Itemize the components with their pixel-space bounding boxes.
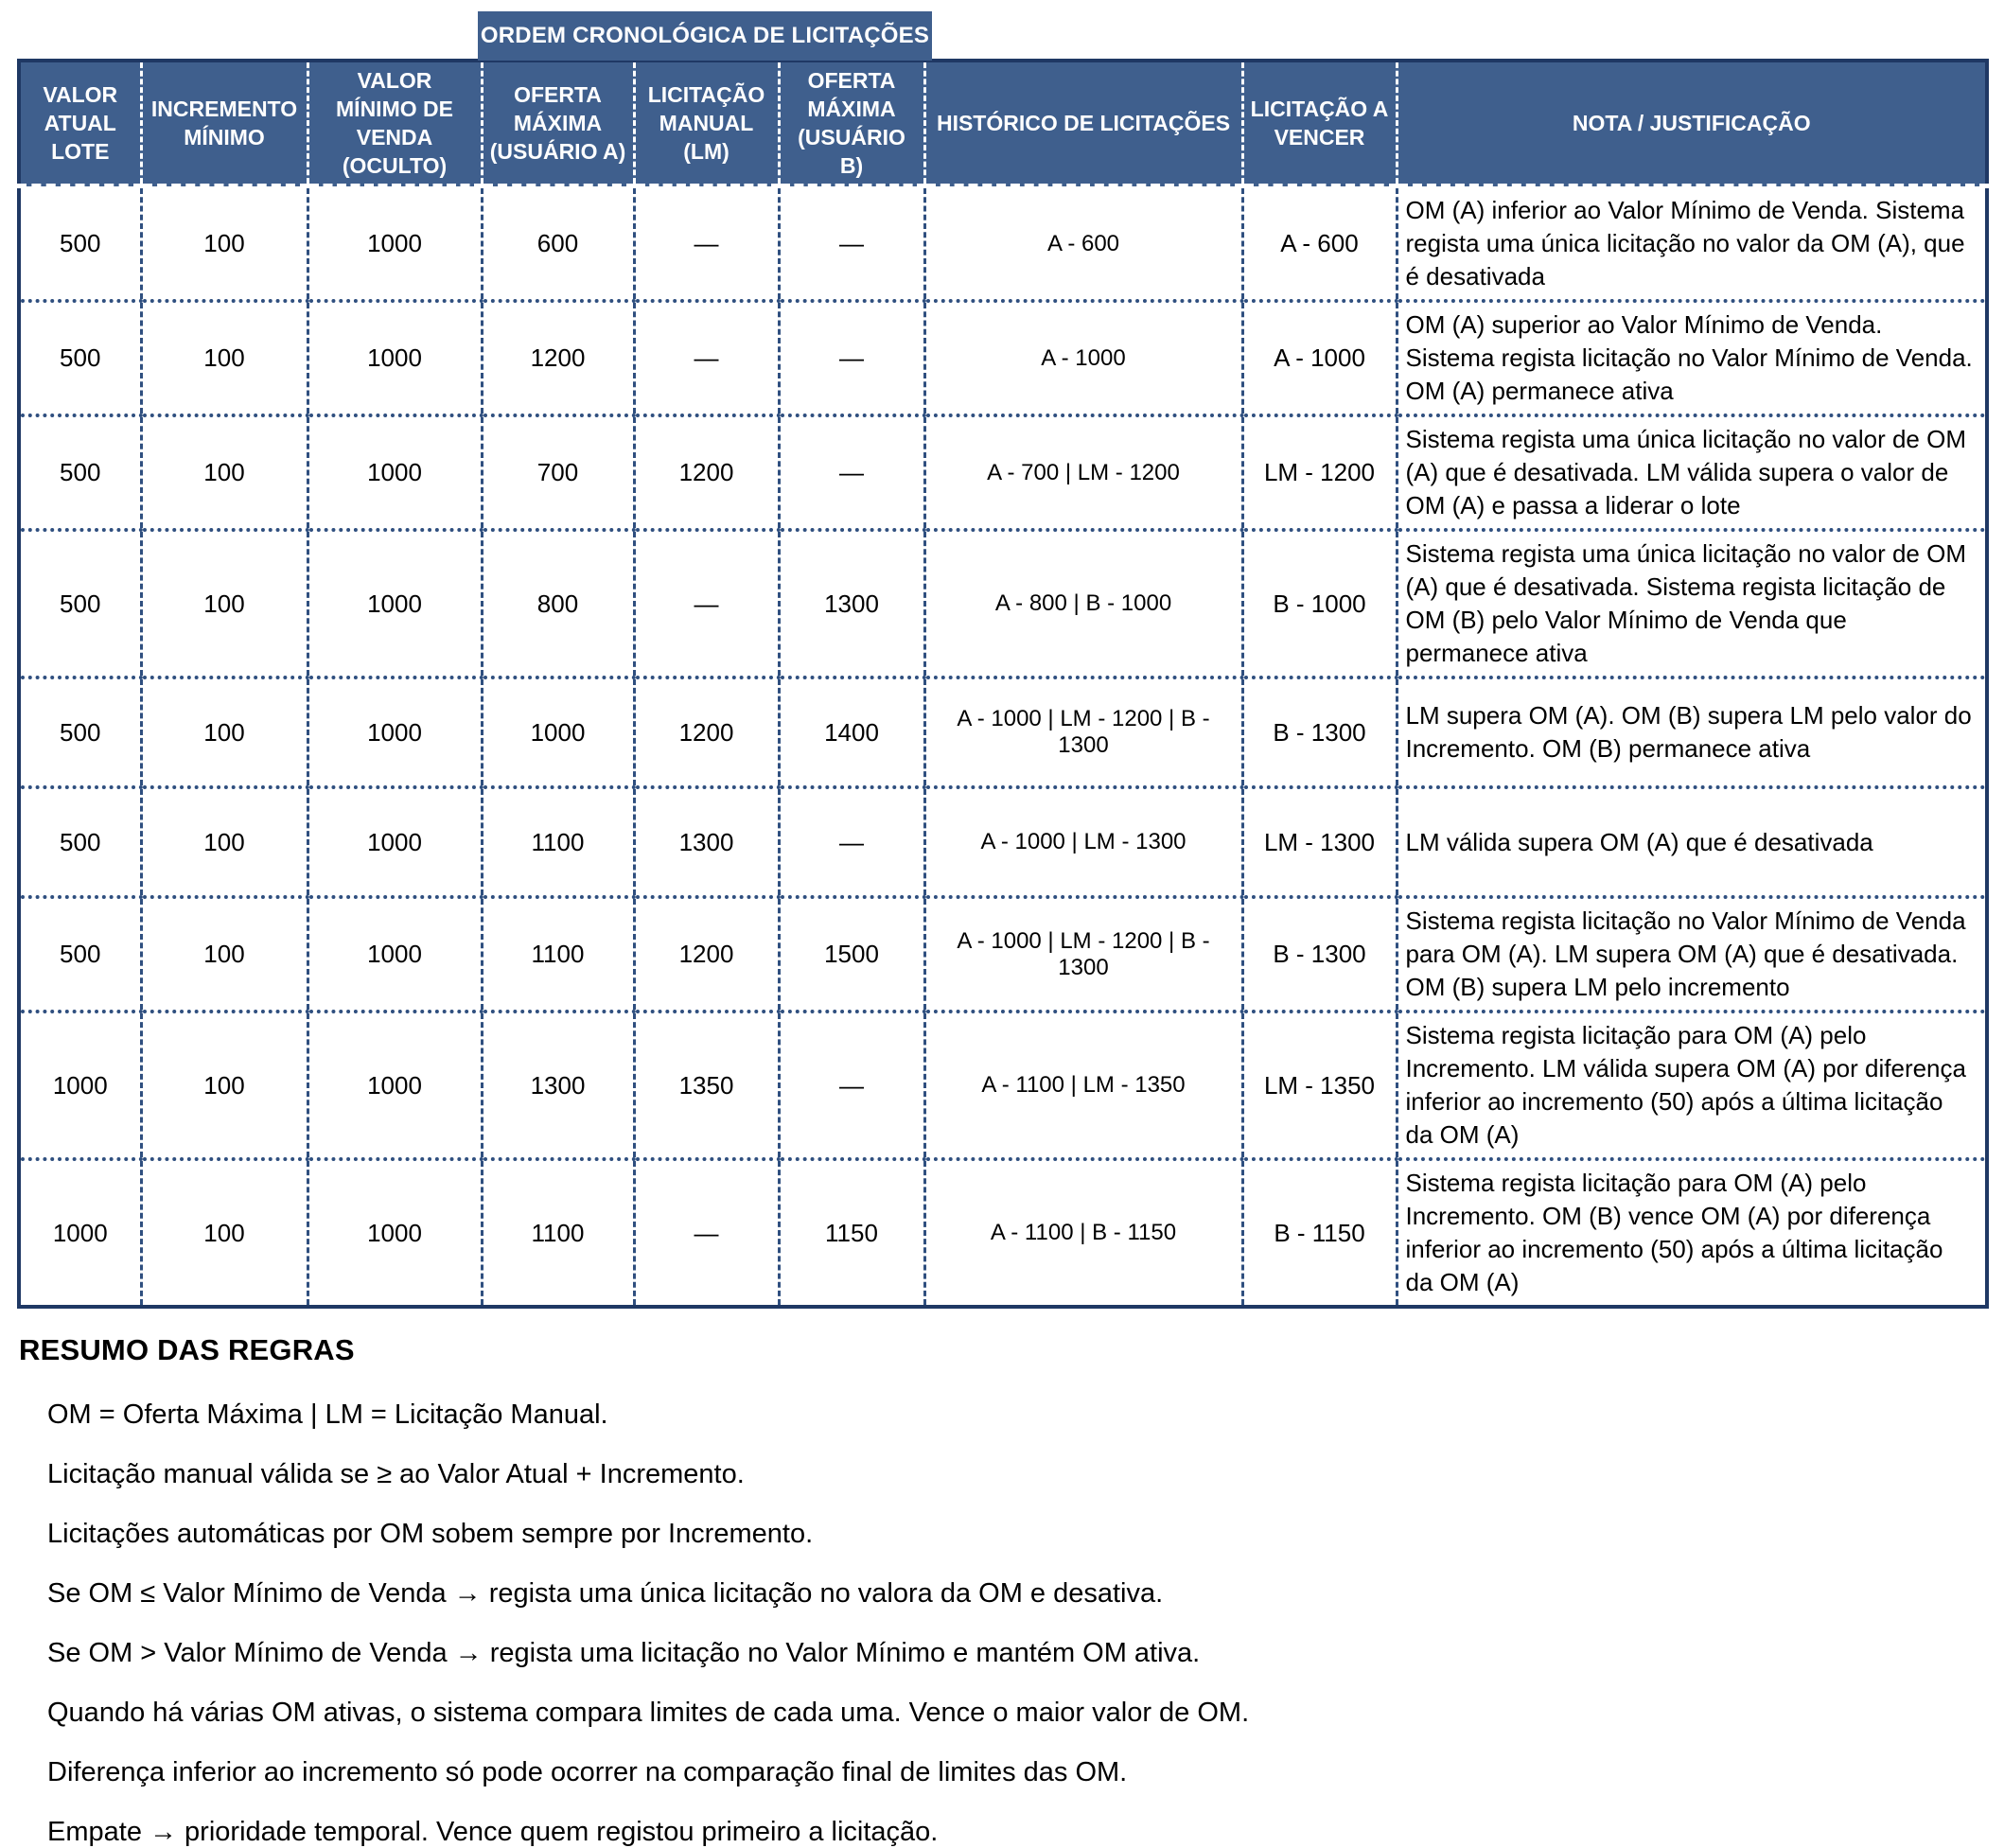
cell-incremento: 100 xyxy=(141,678,308,787)
cell-valor-atual: 500 xyxy=(19,678,141,787)
cell-historico: A - 1000 | LM - 1200 | B - 1300 xyxy=(924,678,1242,787)
cell-incremento: 100 xyxy=(141,415,308,530)
cell-nota: Sistema regista licitação no Valor Mínimo de Venda para OM (A). LM supera OM (A) que é desativada. OM (B) supera LM pelo incremento xyxy=(1397,897,1987,1012)
cell-lm: — xyxy=(634,530,779,678)
cell-vencer: A - 600 xyxy=(1242,186,1397,302)
cell-nota: LM válida supera OM (A) que é desativada xyxy=(1397,787,1987,897)
rule-item: OM = Oferta Máxima | LM = Licitação Manual. xyxy=(47,1399,608,1430)
table-row xyxy=(19,530,1987,678)
cell-lm: 1300 xyxy=(634,787,779,897)
cell-valor-minimo: 1000 xyxy=(308,787,482,897)
cell-om-a: 1000 xyxy=(482,678,634,787)
cell-historico: A - 1000 xyxy=(924,301,1242,415)
cell-valor-atual: 500 xyxy=(19,301,141,415)
table-row xyxy=(19,1012,1987,1159)
col-header-licitacao-manual: LICITAÇÃO MANUAL (LM) xyxy=(634,61,779,186)
cell-valor-atual: 500 xyxy=(19,186,141,302)
cell-om-b: 1400 xyxy=(779,678,924,787)
cell-valor-minimo: 1000 xyxy=(308,1012,482,1159)
cell-nota: OM (A) superior ao Valor Mínimo de Venda. Sistema regista licitação no Valor Mínimo de Venda. OM (A) permanece ativa xyxy=(1397,301,1987,415)
cell-om-a: 1300 xyxy=(482,1012,634,1159)
cell-incremento: 100 xyxy=(141,1159,308,1307)
cell-nota: Sistema regista uma única licitação no valor de OM (A) que é desativada. Sistema regista licitação de OM (B) pelo Valor Mínimo de Venda que permanece ativa xyxy=(1397,530,1987,678)
cell-valor-atual: 1000 xyxy=(19,1159,141,1307)
cell-lm: 1200 xyxy=(634,415,779,530)
cell-om-b: — xyxy=(779,1012,924,1159)
cell-om-a: 700 xyxy=(482,415,634,530)
cell-historico: A - 800 | B - 1000 xyxy=(924,530,1242,678)
cell-historico: A - 700 | LM - 1200 xyxy=(924,415,1242,530)
cell-om-a: 1100 xyxy=(482,1159,634,1307)
cell-vencer: A - 1000 xyxy=(1242,301,1397,415)
cell-incremento: 100 xyxy=(141,1012,308,1159)
table-row xyxy=(19,897,1987,1012)
table-row xyxy=(19,186,1987,302)
cell-valor-minimo: 1000 xyxy=(308,530,482,678)
cell-om-a: 600 xyxy=(482,186,634,302)
cell-incremento: 100 xyxy=(141,301,308,415)
table-row xyxy=(19,301,1987,415)
col-header-valor-minimo-venda: VALOR MÍNIMO DE VENDA (OCULTO) xyxy=(308,61,482,186)
cell-om-b: — xyxy=(779,186,924,302)
cell-vencer: LM - 1350 xyxy=(1242,1012,1397,1159)
rule-item: Empate → prioridade temporal. Vence quem registou primeiro a licitação. xyxy=(47,1817,939,1847)
licitacoes-table xyxy=(17,59,1989,1309)
rule-item: Licitações automáticas por OM sobem sempre por Incremento. xyxy=(47,1519,814,1549)
cell-incremento: 100 xyxy=(141,897,308,1012)
cell-valor-atual: 1000 xyxy=(19,1012,141,1159)
cell-historico: A - 1000 | LM - 1300 xyxy=(924,787,1242,897)
cell-valor-minimo: 1000 xyxy=(308,1159,482,1307)
cell-om-b: — xyxy=(779,415,924,530)
cell-vencer: B - 1300 xyxy=(1242,897,1397,1012)
header-row xyxy=(19,61,1987,186)
table-row xyxy=(19,1159,1987,1307)
cell-valor-minimo: 1000 xyxy=(308,301,482,415)
cell-valor-atual: 500 xyxy=(19,787,141,897)
rule-item: Quando há várias OM ativas, o sistema compara limites de cada uma. Vence o maior valor de OM. xyxy=(47,1698,1250,1728)
rule-item: Se OM > Valor Mínimo de Venda → regista uma licitação no Valor Mínimo e mantém OM ativa. xyxy=(47,1638,1201,1668)
cell-lm: 1200 xyxy=(634,678,779,787)
cell-lm: 1350 xyxy=(634,1012,779,1159)
cell-om-a: 1200 xyxy=(482,301,634,415)
cell-om-b: 1150 xyxy=(779,1159,924,1307)
cell-nota: Sistema regista licitação para OM (A) pelo Incremento. OM (B) vence OM (A) por diferença inferior ao incremento (50) após a última licitação da OM (A) xyxy=(1397,1159,1987,1307)
cell-om-b: — xyxy=(779,787,924,897)
cell-nota: Sistema regista uma única licitação no valor de OM (A) que é desativada. LM válida supera o valor de OM (A) e passa a liderar o lote xyxy=(1397,415,1987,530)
cell-nota: LM supera OM (A). OM (B) supera LM pelo valor do Incremento. OM (B) permanece ativa xyxy=(1397,678,1987,787)
rules-summary-section xyxy=(17,1333,2004,1848)
cell-vencer: B - 1150 xyxy=(1242,1159,1397,1307)
cell-incremento: 100 xyxy=(141,787,308,897)
cell-vencer: LM - 1200 xyxy=(1242,415,1397,530)
cell-lm: — xyxy=(634,186,779,302)
table-title-banner: ORDEM CRONOLÓGICA DE LICITAÇÕES xyxy=(478,11,932,61)
cell-lm: 1200 xyxy=(634,897,779,1012)
cell-nota: Sistema regista licitação para OM (A) pelo Incremento. LM válida supera OM (A) por diferença inferior ao incremento (50) após a última licitação da OM (A) xyxy=(1397,1012,1987,1159)
col-header-historico: HISTÓRICO DE LICITAÇÕES xyxy=(924,61,1242,186)
cell-om-b: 1300 xyxy=(779,530,924,678)
cell-valor-atual: 500 xyxy=(19,415,141,530)
cell-om-a: 1100 xyxy=(482,897,634,1012)
cell-vencer: B - 1300 xyxy=(1242,678,1397,787)
cell-valor-minimo: 1000 xyxy=(308,678,482,787)
cell-historico: A - 1100 | B - 1150 xyxy=(924,1159,1242,1307)
table-row xyxy=(19,787,1987,897)
cell-om-b: 1500 xyxy=(779,897,924,1012)
rule-item: Diferença inferior ao incremento só pode ocorrer na comparação final de limites das OM. xyxy=(47,1757,1128,1787)
col-header-oferta-maxima-a: OFERTA MÁXIMA (USUÁRIO A) xyxy=(482,61,634,186)
cell-incremento: 100 xyxy=(141,530,308,678)
cell-vencer: B - 1000 xyxy=(1242,530,1397,678)
cell-valor-atual: 500 xyxy=(19,897,141,1012)
cell-incremento: 100 xyxy=(141,186,308,302)
col-header-oferta-maxima-b: OFERTA MÁXIMA (USUÁRIO B) xyxy=(779,61,924,186)
cell-vencer: LM - 1300 xyxy=(1242,787,1397,897)
table-row xyxy=(19,678,1987,787)
col-header-incremento-minimo: INCREMENTO MÍNIMO xyxy=(141,61,308,186)
cell-historico: A - 1100 | LM - 1350 xyxy=(924,1012,1242,1159)
cell-om-a: 800 xyxy=(482,530,634,678)
cell-lm: — xyxy=(634,1159,779,1307)
cell-valor-minimo: 1000 xyxy=(308,186,482,302)
cell-lm: — xyxy=(634,301,779,415)
rules-summary-heading: RESUMO DAS REGRAS xyxy=(19,1333,355,1366)
cell-nota: OM (A) inferior ao Valor Mínimo de Venda. Sistema regista uma única licitação no valor da OM (A), que é desativada xyxy=(1397,186,1987,302)
col-header-valor-atual-lote: VALOR ATUAL LOTE xyxy=(19,61,141,186)
cell-historico: A - 600 xyxy=(924,186,1242,302)
cell-historico: A - 1000 | LM - 1200 | B - 1300 xyxy=(924,897,1242,1012)
cell-valor-minimo: 1000 xyxy=(308,897,482,1012)
cell-om-b: — xyxy=(779,301,924,415)
col-header-nota-justificacao: NOTA / JUSTIFICAÇÃO xyxy=(1397,61,1987,186)
rule-item: Se OM ≤ Valor Mínimo de Venda → regista uma única licitação no valora da OM e desativa. xyxy=(47,1578,1164,1609)
cell-valor-atual: 500 xyxy=(19,530,141,678)
cell-valor-minimo: 1000 xyxy=(308,415,482,530)
col-header-licitacao-a-vencer: LICITAÇÃO A VENCER xyxy=(1242,61,1397,186)
table-row xyxy=(19,415,1987,530)
rule-item: Licitação manual válida se ≥ ao Valor Atual + Incremento. xyxy=(47,1459,745,1489)
cell-om-a: 1100 xyxy=(482,787,634,897)
